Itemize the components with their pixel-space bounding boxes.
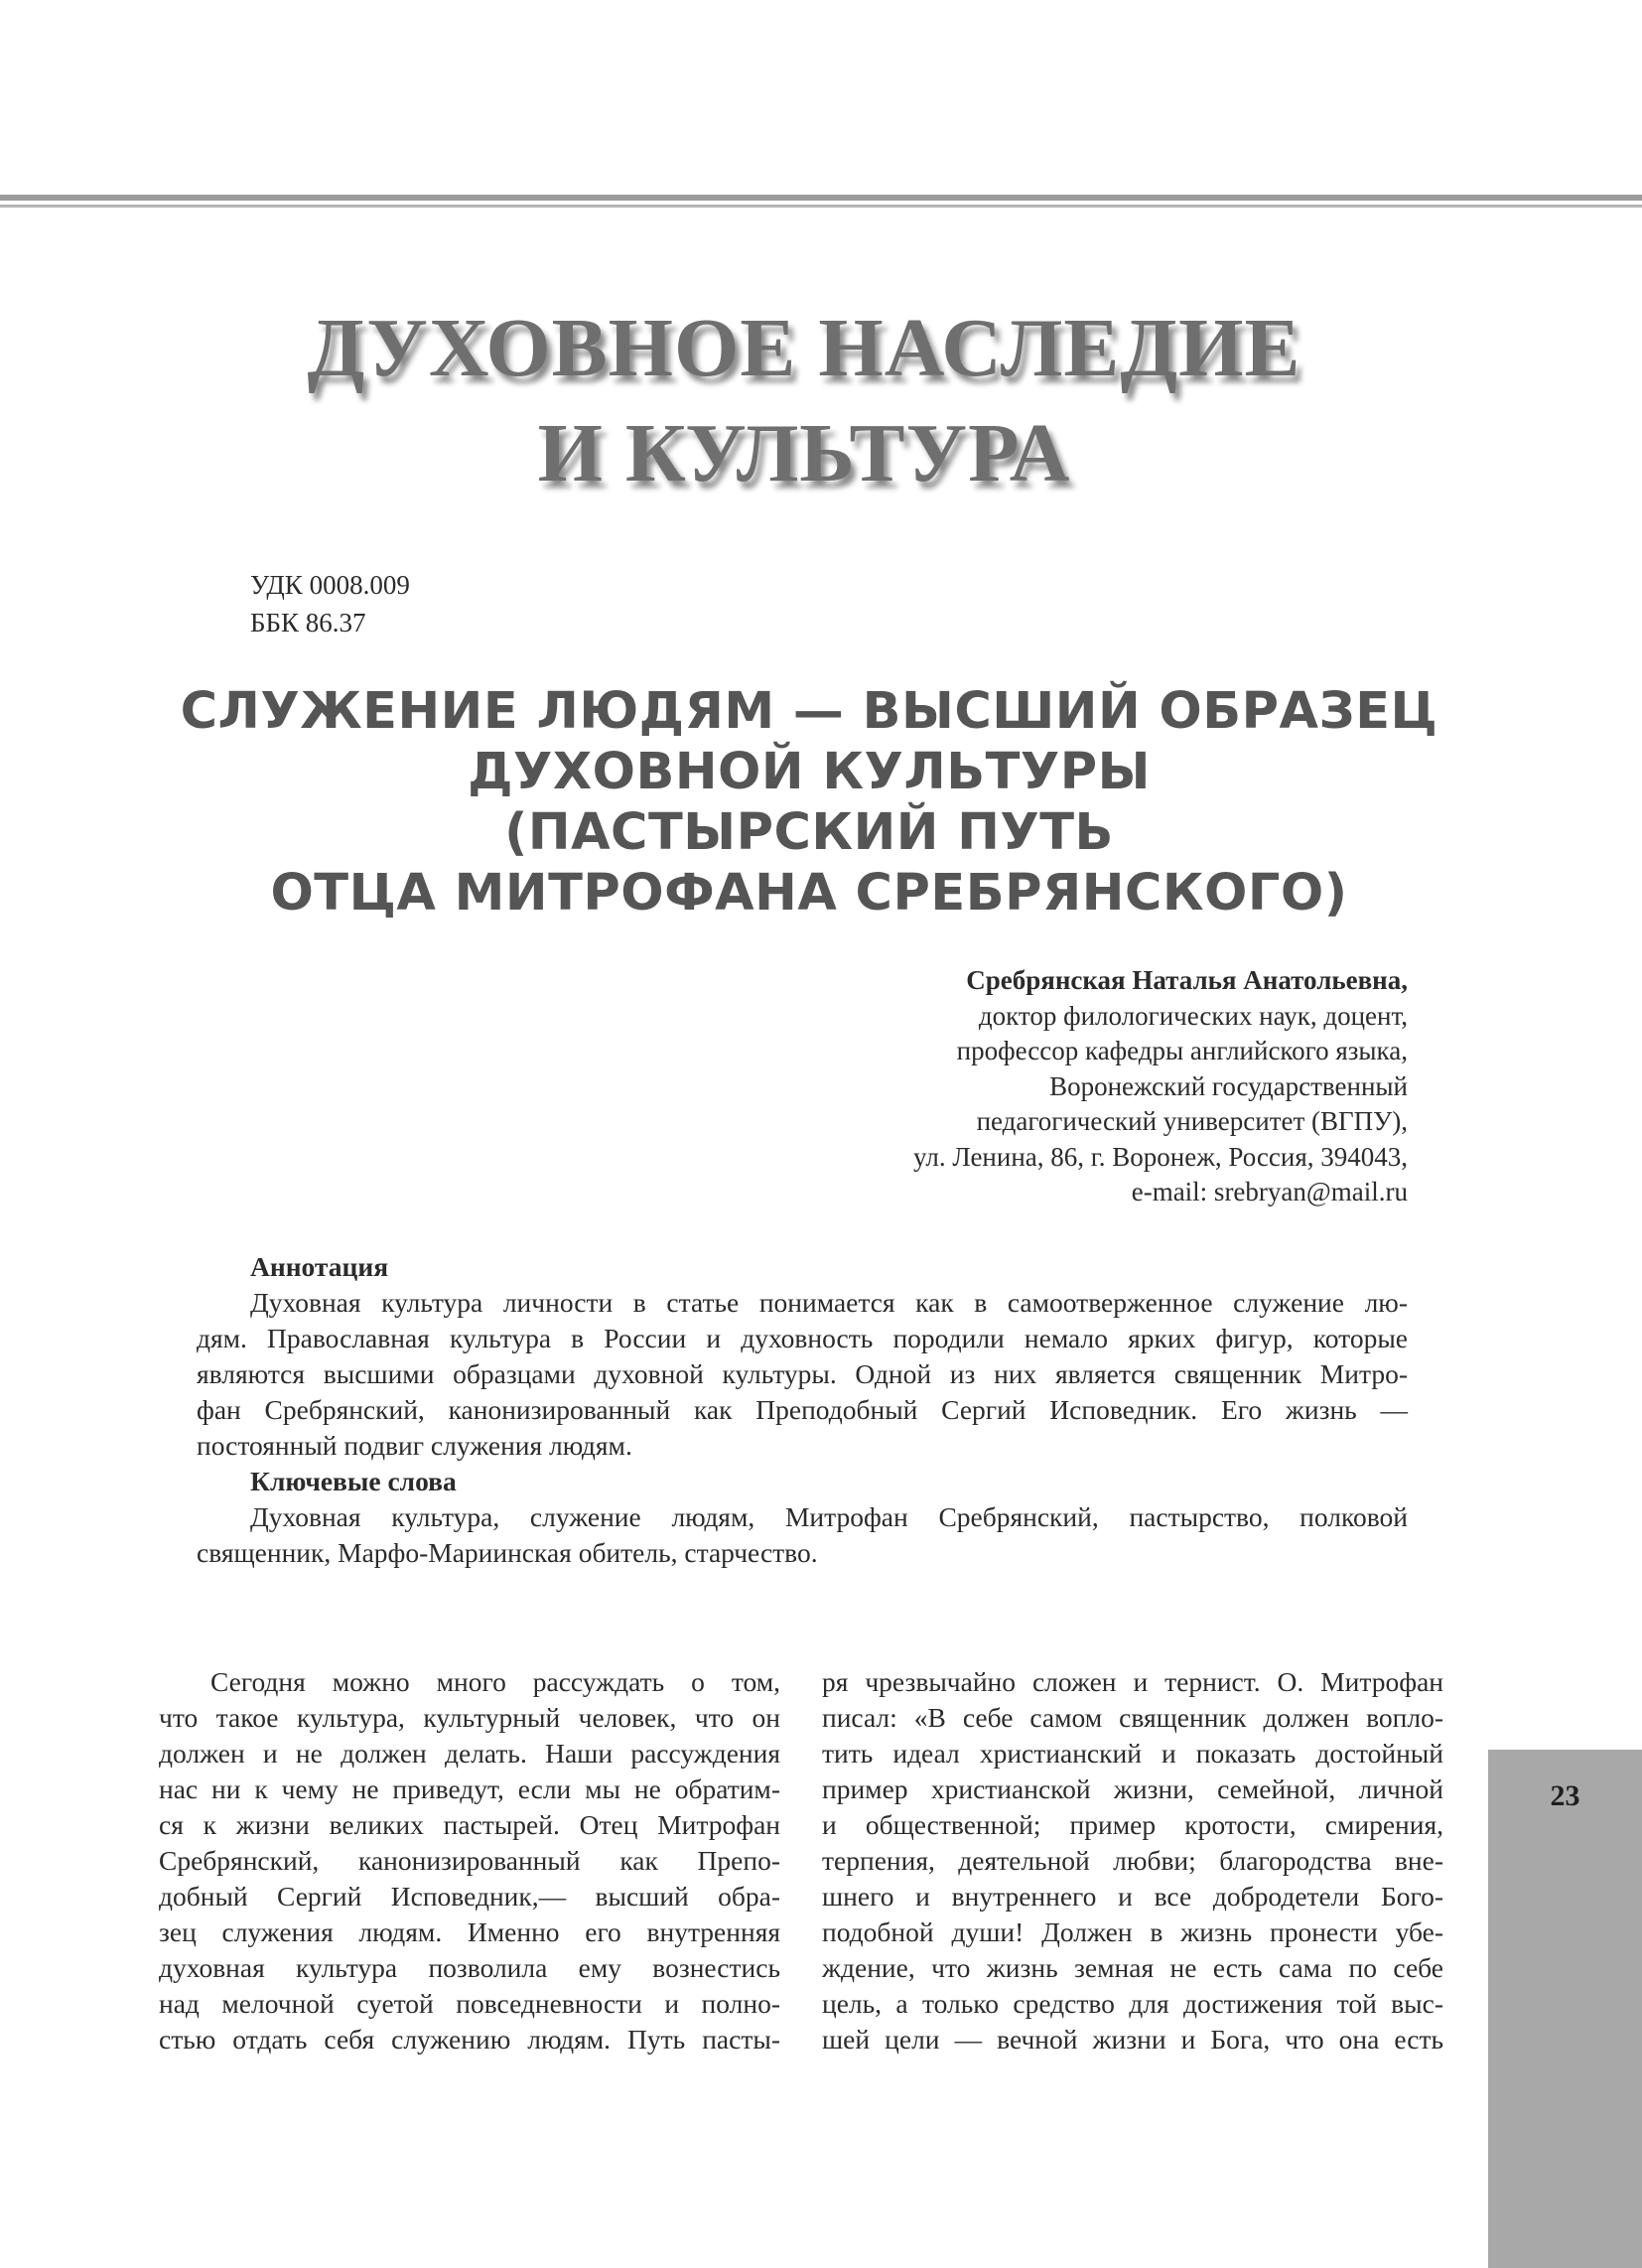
top-rule-thick [0,195,1642,201]
author-detail: профессор кафедры английского языка, [956,1036,1408,1065]
body-line: шей цели — вечной жизни и Бога, что она есть [822,2024,1443,2055]
body-column-left [159,1664,780,2057]
body-line: ся к жизни великих пастырей. Отец Митрофан [159,1809,780,1840]
bbk-code: ББК 86.37 [250,608,366,638]
author-detail: педагогический университет (ВГПУ), [976,1106,1408,1136]
author-detail: доктор филологических наук, доцент, [978,1000,1408,1031]
keywords-line: Духовная культура, служение людям, Митрофан Сребрянский, пастырство, полковой [250,1501,1408,1532]
annotation-line: фан Сребрянский, канонизированный как Преподобный Сергий Исповедник. Его жизнь — [197,1394,1408,1425]
body-line: зец служения людям. Именно его внутренняя [159,1916,780,1947]
keywords-line: священник, Марфо-Мариинская обитель, старчество. [197,1537,818,1568]
annotation-line: Духовная культура личности в статье понимается как в самоотверженное служение лю- [250,1287,1408,1318]
body-column-right [822,1664,1443,2057]
author-detail: Воронежский государственный [1049,1070,1408,1101]
author-name: Сребрянская Наталья Анатольевна, [966,965,1408,995]
author-email: e-mail: srebryan@mail.ru [1131,1177,1408,1206]
body-line: писал: «В себе самом священник должен вопло- [822,1702,1443,1733]
body-line: подобной души! Должен в жизнь пронести убе- [822,1916,1443,1947]
page-number: 23 [1550,1779,1580,1812]
page-number-tab [1488,1750,1642,2268]
annotation-line: постоянный подвиг служения людям. [197,1430,632,1461]
udk-code: УДК 0008.009 [250,570,410,600]
body-line: над мелочной суетой повседневности и полно- [159,1988,780,2019]
section-title [159,296,1449,506]
annotation-heading: Аннотация [250,1251,389,1282]
body-line: ждение, что жизнь земная не есть сама по себе [822,1952,1443,1983]
classification-codes [250,566,410,641]
annotation-block [197,1249,1408,1571]
keywords-heading: Ключевые слова [250,1466,457,1496]
body-line: нас ни к чему не приведут, если мы не обратим- [159,1773,780,1804]
body-line: должен и не должен делать. Наши рассуждения [159,1738,780,1769]
body-line: пример христианской жизни, семейной, личной [822,1773,1443,1804]
article-title-line: ОТЦА МИТРОФАНА СРЕБРЯНСКОГО) [270,864,1348,922]
body-line: стью отдать себя служению людям. Путь пасты- [159,2024,780,2055]
body-line: Сребрянский, канонизированный как Препо- [159,1845,780,1876]
article-title-line: (ПАСТЫРСКИЙ ПУТЬ [504,803,1114,862]
article-title [119,681,1499,923]
body-line: цель, а только средство для достижения той выс- [822,1988,1443,2019]
section-title-line: И КУЛЬТУРА [537,407,1071,499]
top-double-rule [0,195,1642,211]
section-title-line: ДУХОВНОЕ НАСЛЕДИЕ [307,302,1301,394]
annotation-line: являются высшими образцами духовной культуры. Одной из них является священник Митро- [197,1358,1408,1389]
author-block [514,963,1408,1210]
body-line: терпения, деятельной любви; благородства вне- [822,1845,1443,1876]
body-line: и общественной; пример кротости, смирения, [822,1809,1443,1840]
article-title-line: СЛУЖЕНИЕ ЛЮДЯМ — ВЫСШИЙ ОБРАЗЕЦ [180,682,1438,741]
body-line: тить идеал христианский и показать достойный [822,1738,1443,1769]
article-title-line: ДУХОВНОЙ КУЛЬТУРЫ [468,743,1151,801]
body-line: ря чрезвычайно сложен и тернист. О. Митрофан [822,1666,1443,1697]
author-detail: ул. Ленина, 86, г. Воронеж, Россия, 394043, [913,1141,1408,1172]
top-rule-thin [0,205,1642,208]
body-line: шнего и внутреннего и все добродетели Бого- [822,1881,1443,1912]
body-line: духовная культура позволила ему вознестись [159,1952,780,1983]
body-line: добный Сергий Исповедник,— высший обра- [159,1881,780,1912]
annotation-line: дям. Православная культура в России и духовность породили немало ярких фигур, которые [197,1323,1408,1353]
body-line: Сегодня можно много рассуждать о том, [210,1666,780,1697]
body-line: что такое культура, культурный человек, что он [159,1702,780,1733]
